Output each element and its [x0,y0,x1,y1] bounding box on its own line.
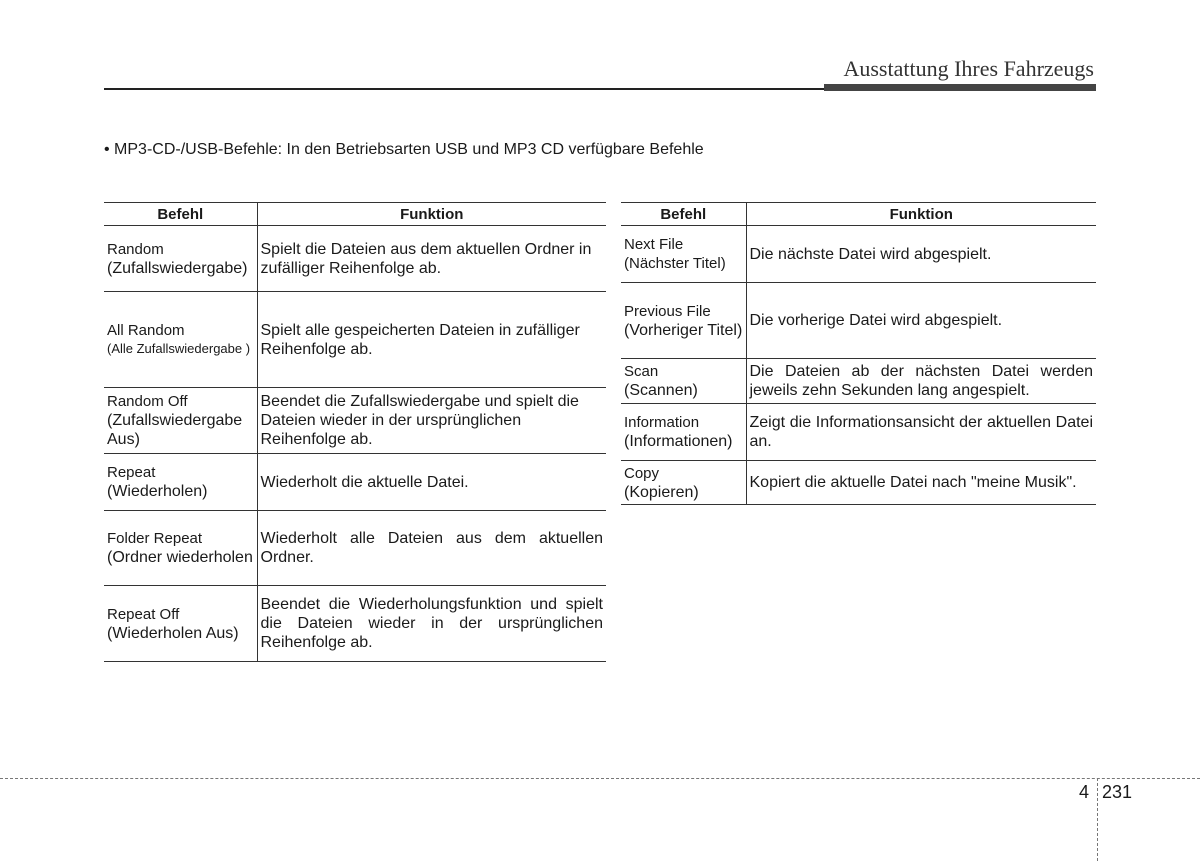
function-description: Wiederholt alle Dateien aus dem aktuellen Ordner. [257,511,606,586]
command-name: Information [624,414,700,431]
command-translation: (Ordner wiederholen [107,549,253,566]
command-translation: (Wiederholen) [107,483,208,500]
command-name: Next File [624,236,684,253]
command-translation: (Vorheriger Titel) [624,321,743,339]
command-translation: (Zufallswiedergabe) [107,259,248,277]
command-translation: (Zufallswiedergabe Aus) [107,412,243,448]
command-cell [104,454,257,511]
function-description: Zeigt die Informationsansicht der aktuellen Datei an. [746,404,1096,461]
command-name: Folder Repeat [107,530,203,547]
command-translation: (Informationen) [624,433,733,450]
command-translation: (Alle Zufallswiedergabe ) [107,341,251,356]
command-translation: (Wiederholen Aus) [107,624,239,642]
command-cell [621,283,746,359]
command-name: All Random [107,322,185,339]
table-row [621,283,1096,359]
column-header-befehl: Befehl [104,203,257,226]
function-description: Spielt die Dateien aus dem aktuellen Ordner in zufälliger Reihenfolge ab. [257,226,606,292]
command-translation: (Kopieren) [624,483,699,501]
function-description: Die vorherige Datei wird abgespielt. [746,283,1096,359]
command-cell [104,586,257,662]
table-row [104,226,606,292]
command-cell [621,461,746,505]
column-header-befehl: Befehl [621,203,746,226]
function-description: Spielt alle gespeicherten Dateien in zufälliger Reihenfolge ab. [257,292,606,388]
table-header-row [104,203,606,226]
command-cell [104,511,257,586]
function-description: Beendet die Wiederholungsfunktion und spielt die Dateien wieder in der ursprünglichen Reihenfolge ab. [257,586,606,662]
table-row [104,454,606,511]
table-row [621,226,1096,283]
header-rule-accent [824,84,1096,91]
column-header-funktion: Funktion [257,203,606,226]
command-name: Scan [624,363,659,380]
command-name: Random [107,240,164,258]
command-cell [104,226,257,292]
function-description: Die Dateien ab der nächsten Datei werden jeweils zehn Sekunden lang angespielt. [746,359,1096,404]
command-name: Previous File [624,302,711,320]
command-table-right [621,202,1096,505]
function-description: Beendet die Zufallswiedergabe und spielt die Dateien wieder in der ursprünglichen Reihenfolge ab. [257,388,606,454]
function-description: Die nächste Datei wird abgespielt. [746,226,1096,283]
command-cell [104,388,257,454]
table-row [104,586,606,662]
intro-text: • MP3-CD-/USB-Befehle: In den Betriebsarten USB und MP3 CD verfügbare Befehle [104,141,704,158]
table-row [621,461,1096,505]
chapter-number: 4 [1079,782,1090,802]
command-translation: (Nächster Titel) [624,255,726,272]
command-cell [104,292,257,388]
command-table-left [104,202,606,662]
function-description: Wiederholt die aktuelle Datei. [257,454,606,511]
command-cell [621,359,746,404]
command-translation: (Scannen) [624,382,698,399]
command-name: Copy [624,464,660,482]
table-row [621,359,1096,404]
table-row [621,404,1096,461]
table-row [104,511,606,586]
footer-rule [0,778,1200,779]
command-name: Repeat [107,464,156,481]
command-cell [621,226,746,283]
page-number: 231 [1102,782,1133,802]
table-row [104,292,606,388]
column-header-funktion: Funktion [746,203,1096,226]
table-header-row [621,203,1096,226]
command-name: Repeat Off [107,605,180,623]
function-description: Kopiert die aktuelle Datei nach "meine Musik". [746,461,1096,505]
footer-divider [1097,778,1098,861]
command-name: Random Off [107,393,188,410]
page-header-title: Ausstattung Ihres Fahrzeugs [843,56,1094,81]
command-cell [621,404,746,461]
table-row [104,388,606,454]
